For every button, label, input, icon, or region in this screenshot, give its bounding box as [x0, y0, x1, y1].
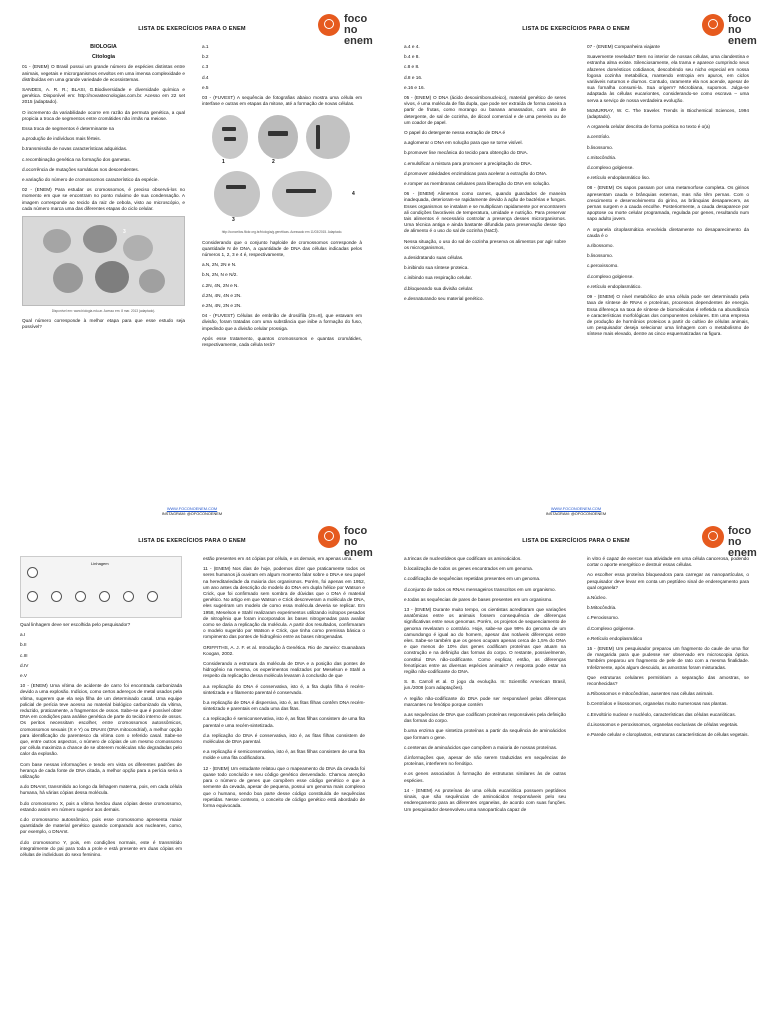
text-paragraph: a.aglomerar o DNA em solução para que se torne visível. — [404, 140, 523, 146]
answer-option: d.4 — [202, 74, 209, 80]
text-paragraph: Considerando que o conjunto haploide de cromossomos corresponde à quantidade N de DNA, a quantidade de DNA das células indicadas pelos números 1, 2, 3 e 4 é, respectivamente, — [202, 239, 362, 258]
text-paragraph: Considerando a estrutura da molécula de DNA e a posição das pontes de hidrogênio na mesma, os experimentos realizados por Meselson e Stahl a respeito da replicação dessa molécula levaram à conclusão de que — [203, 661, 365, 679]
text-paragraph: d.bloqueando sua divisão celular. — [404, 285, 474, 291]
page-header — [0, 520, 384, 560]
text-paragraph: d.Complexo golgiense. — [587, 625, 635, 631]
text-paragraph: O incremento da variabilidade ocorre em razão da permuta genética, a qual propicia a troca de segmentos entre cromátides não irmãs na meiose. — [22, 109, 185, 121]
answer-option: c.3 — [202, 64, 209, 70]
text-paragraph: c.a replicação é semiconservativa, isto é, as fitas filhas consistem de uma fita parental e uma recém-sintetizada. — [203, 716, 365, 728]
logo-mark-icon — [318, 14, 340, 36]
foco-no-enem-logo: foco no enem — [318, 12, 378, 44]
text-paragraph: b.do cromossomo X, pois a vítima herdou duas cópias desse cromossomo, estando assim em número superior aos demais. — [20, 800, 182, 812]
column-right — [587, 556, 749, 742]
page-4 — [384, 512, 768, 1024]
text-paragraph: a.desidratando suas células. — [404, 255, 464, 261]
text-paragraph: S. B. Carroll et al. O jogo da evolução. In: Scientific American Brasil, jun./2008 (com adaptações). — [404, 679, 566, 691]
text-paragraph: A região não-codificante do DNA pode ser responsável pelas diferenças marcantes no fenótipo porque contém — [404, 695, 566, 707]
site-link[interactable]: WWW.FOCONOENEM.COM — [550, 506, 602, 511]
column-left — [404, 44, 566, 306]
text-paragraph: e.2N, 4N, 2N e 2N. — [202, 303, 242, 309]
text-paragraph: b.II — [20, 642, 27, 648]
text-paragraph: a.centríolo. — [587, 134, 611, 140]
text-paragraph: 15 - (ENEM) Um pesquisador preparou um fragmento do caule de uma flor de margarida para que pudesse ser observado em microscopia óptica. Também preparou um fragmento de pele de rato com a mesma finalidade. Infelizmente, após algum descuido, as amostras foram misturadas. — [587, 646, 749, 670]
text-paragraph: d.a replicação do DNA é conservativa, isto é, as fitas filhas consistem de moléculas de DNA parental. — [203, 732, 365, 745]
text-paragraph: in vitro é capaz de exercer sua atividade em uma célula cancerosa, podendo cortar o aporte energético e destruir essas células. — [587, 556, 749, 568]
text-paragraph: 04 - (FUVEST) Células de embrião de drosófila (2n=8), que estavam em divisão, foram tratadas com uma substância que inibe a formação do fuso, impedindo que a divisão celular prossiga. — [202, 313, 362, 331]
text-paragraph: c.mitocôndria. — [587, 154, 617, 160]
header-title: LISTA DE EXERCÍCIOS PARA O ENEM — [522, 538, 630, 544]
text-paragraph: c.2N, 4N, 2N e N. — [202, 282, 239, 288]
text-paragraph: d.complexo golgiense. — [587, 165, 634, 171]
foco-no-enem-logo: foco no enem — [318, 524, 378, 556]
text-paragraph: 12 - (ENEM) Um estudante relatou que o mapeamento do DNA da cevada foi quase todo concluído e seu código genético desvendado. Chamou atenção para o número de genes que compõem esse código genético e que a semente da cevada, apesar de pequena, possui um genoma mais complexo que o humano, sendo boa parte desse código constituída de sequências repetidas. Nesse contexto, o conceito de código genético está abordado de forma equivocada. — [203, 765, 365, 808]
text-paragraph: 10 - (ENEM) Uma vítima de acidente de carro foi encontrada carbonizada devido a uma explosão. Indícios, como certos adereços de metal usados pela vítima, sugerem que ela seja filha de um determinado casal. Uma equipe policial de perícia teve acesso ao material biológico carbonizado da vítima, reduzido, praticamente, a fragmentos de ossos. Sabe-se que é possível obter DNA em condições para análise genética de parte do tecido interno de ossos. Os peritos necessitam escolher, entre cromossomos autossômicos, cromossomos sexuais (X e Y) ou DNAmt (DNA mitocondrial), a melhor opção para identificação do parentesco da vítima com o referido casal. Sabe-se que, entre outros aspectos, o número de cópias de um mesmo cromossomo por célula maximiza a chance de se obterem moléculas não degradadas pelo calor da explosão. — [20, 683, 182, 757]
text-paragraph: a.trincas de nucleotídeos que codificam os aminoácidos. — [404, 556, 522, 561]
image-caption: http://conceitos.flickr.org.br/biologia/g.genéticas. Acessado em 11/03/2015. Adaptado. — [221, 230, 343, 235]
text-paragraph: a.Ribossomos e mitocôndrias, ausentes nas células animais. — [587, 691, 714, 697]
text-paragraph: d.do cromossomo Y, pois, em condições normais, este é transmitido integralmente do pai para toda a prole e está presente em duas cópias em células de indivíduos do sexo feminino. — [20, 839, 182, 858]
logo-mark-icon — [318, 526, 340, 548]
text-paragraph: 08 - (ENEM) Os sapos passam por uma metamorfose completa. Os girinos apresentam cauda e brânquias externas, mas não têm pernas. Com o crescimento e desenvolvimento do girino, as brânquias desaparecem, as pernas surgem e a cauda encolhe. Posteriormente, a cauda desaparece por apoptose ou morte celular programada, regulada por genes, resultando num sapo adulto jovem. — [587, 185, 749, 222]
text-paragraph: c.Envoltório nuclear e nucléolo, características das células eucarióticas. — [587, 711, 737, 717]
page-header — [384, 8, 768, 48]
text-paragraph: Suavemente revelada? Bem no interior de nossas células, uma clandestina e estranha alma existe. Silenciosamente, ela trama e aparece cumprindo seus afazeres domésticos cotidianos, descobrindo seu nicho especial em nossa fogosa cozinha metabólica, mantendo entropia em apuros, em ciclos variáveis noturnos e diurnos. Contudo, raramente ela nos acende, apesar de sua fornalha consumi-la. Sua origem? Microbiana, supomos. Julga-se adaptada às células eucariontes, considerando-se como escrava – uma serva a serviço de nossa verdadeira evolução. — [587, 54, 749, 103]
column-right — [587, 44, 749, 342]
figure-label-2: 2 — [272, 159, 275, 166]
text-paragraph: c.8 e 8. — [404, 64, 420, 70]
text-paragraph: Após esse tratamento, quantos cromossomos e quantas cromátides, respectivamente, cada célula terá? — [202, 335, 362, 348]
text-paragraph: e.os genes associados à formação de estruturas similares às de outras espécies. — [404, 771, 566, 783]
text-paragraph: 07 - (ENEM) Companheira viajante — [587, 44, 660, 49]
cell-lineage-diagram: Linhagem — [20, 556, 182, 618]
text-paragraph: e.todas as sequências de pares de bases presentes em um organismo. — [404, 596, 553, 602]
text-paragraph: d.promover atividades enzimáticas para acelerar a extração do DNA. — [404, 170, 548, 176]
text-paragraph: b.4 e 8. — [404, 54, 420, 60]
text-paragraph: 01 - (ENEM) O Brasil possui um grande número de espécies distintas entre animais, vegetais e microrganismos envoltos em uma imensa complexidade e distribuídas em uma grande variedade de ecossistemas. — [22, 64, 185, 82]
text-paragraph: a.ribossomo. — [587, 243, 614, 249]
text-paragraph: d.informações que, apesar de não serem traduzidas em sequências de proteínas, interferem no fenótipo. — [404, 755, 566, 767]
text-paragraph: a.do DNAmt, transmitido ao longo da linhagem materna, pois, em cada célula humana, há várias cópias dessa molécula. — [20, 784, 182, 796]
text-paragraph: estão presentes em 44 cópias por célula, e os demais, em apenas uma. — [203, 556, 353, 561]
text-paragraph: c.III — [20, 652, 28, 658]
text-paragraph: b.inibindo sua síntese proteica. — [404, 265, 469, 271]
answer-option: e.5 — [202, 84, 209, 90]
text-paragraph: a.4 e 4. — [404, 44, 420, 49]
text-paragraph: Essa troca de segmentos é determinante na — [22, 126, 114, 132]
text-paragraph: 13 - (ENEM) Durante muito tempo, os cientistas acreditaram que variações anatômicas entre os animais fossem consequência de diferenças significativas entre seus genomas. Porém, os projetos de sequenciamento de genoma revelaram o contrário. Hoje, sabe-se que 99% do genoma de um camundongo é igual ao do homem, apesar das notáveis diferenças entre eles. Sabe-se também que os genes ocupam apenas cerca de 1,5% do DNA e que menos de 10% dos genes codificam proteínas que atuam na construção e na definição das formas do corpo. O restante, possivelmente, constitui DNA não-codificante. Como explicar, então, as diferenças fenotípicas entre as diversas espécies animais? A resposta pode estar na região não-codificante do DNA. — [404, 607, 566, 675]
text-paragraph: a.produção de indivíduos mais férteis. — [22, 136, 101, 142]
text-paragraph: b.a replicação de DNA é dispersiva, isto é, as fitas filhas contêm DNA recém-sintetizado e parentais em cada uma das fitas. — [203, 700, 365, 712]
text-paragraph: a.N, 2N, 2N e N. — [202, 262, 237, 268]
text-paragraph: e.retículo endoplasmático. — [587, 283, 642, 289]
text-paragraph: GRIFFITHS, A. J. F. et al. Introdução à Genética. Rio de Janeiro: Guanabara Koogan, 2002. — [203, 644, 365, 656]
text-paragraph: 11 - (ENEM) Nos dias de hoje, podemos dizer que praticamente todos os seres humanos já ouviram em algum momento falar sobre o DNA e seu papel na hereditariedade da maioria dos organismos. Porém, foi apenas em 1952, um ano antes da descrição do modelo do DNA em dupla hélice por Watson e Crick, que foi confirmado sem sombra de dúvidas que o DNA é material genético. No artigo em que Watson e Crick descreveram a molécula de DNA, eles sugeriram um modelo de como essa molécula deveria se replicar. Em 1958, Meselson e Stahl realizaram experimentos utilizando isótopos pesados de nitrogênio que foram incorporados às bases nitrogenadas para avaliar como se daria a replicação da molécula. A partir dos resultados, confirmaram o modelo sugerido por Watson e Crick, que tinha como premissa básica o rompimento das pontes de hidrogênio entre as bases nitrogenadas. — [203, 566, 365, 640]
logo-mark-icon — [702, 526, 724, 548]
text-paragraph: b.Centríolos e lisossomos, organelas muito numerosas nas plantas. — [587, 701, 728, 707]
header-title: LISTA DE EXERCÍCIOS PARA O ENEM — [138, 26, 246, 32]
figure-label-4: 4 — [352, 191, 355, 198]
foco-no-enem-logo: foco no enem — [702, 12, 762, 44]
logo-mark-icon — [702, 14, 724, 36]
text-paragraph: c.peroxissomo. — [587, 263, 619, 269]
text-paragraph: Ao escolher essa proteína bloqueadora para carregar as nanopartículas, o pesquisador deve levar em conta um peptídeo sinal de endereçamento para qual organela? — [587, 572, 749, 590]
answer-option: b.2 — [202, 54, 209, 60]
onion-root-micrograph: 3 — [22, 216, 185, 306]
text-paragraph: d.2N, 4N, 4N e 2N. — [202, 292, 242, 298]
text-paragraph: SANDES, A. R. R.; BLASI, G.Biodiversidade e diversidade química e genética. Disponível em: http://novastecnologias.com.br. Acesso em 22 set 2015 (adaptado). — [22, 87, 185, 105]
text-paragraph: e.16 e 16. — [404, 84, 425, 90]
page-3 — [0, 512, 384, 1024]
page-1 — [0, 0, 384, 516]
text-paragraph: b.N, 2N, N e N/2. — [202, 272, 238, 278]
column-left — [404, 556, 566, 817]
page-header — [384, 520, 768, 560]
page-2 — [384, 0, 768, 516]
text-paragraph: a.Núcleo. — [587, 595, 607, 601]
text-paragraph: c.inibindo sua respiração celular. — [404, 275, 473, 281]
text-paragraph: e.retículo endoplasmático liso. — [587, 175, 651, 181]
text-paragraph: e.romper as membranas celulares para liberação do DNA em solução. — [404, 181, 551, 187]
image-caption: Disponível em: www.biologia.edu.ar. Acesso em: 8 mar. 2013 (adaptado). — [51, 309, 156, 314]
text-paragraph: b.localização de todos os genes encontrados em um genoma. — [404, 566, 533, 572]
text-paragraph: c.Peroxissomo. — [587, 615, 620, 621]
text-paragraph: a.as sequências de DNA que codificam proteínas responsáveis pela definição das formas do corpo. — [404, 712, 566, 724]
text-paragraph: e.Retículo endoplasmático — [587, 635, 643, 641]
text-paragraph: e.V — [20, 673, 28, 679]
text-paragraph: 14 - (ENEM) As proteínas de uma célula eucariótica possuem peptídeos sinais, que são sequências de aminoácidos responsáveis pelo seu endereçamento para as diferentes organelas, de acordo com suas funções. Um pesquisador desenvolveu uma nanopartícula capaz de — [404, 787, 566, 812]
text-paragraph: e.desnaturando seu material genético. — [404, 295, 484, 301]
text-paragraph: c.emulsificar a mistura para promover a precipitação do DNA. — [404, 160, 532, 166]
text-paragraph: e.a replicação é semiconservativa, isto é, as fitas filhas consistem de uma fita molde e uma fita codificadora. — [203, 749, 365, 761]
site-link[interactable]: WWW.FOCONOENEM.COM — [166, 506, 218, 511]
question-02-prompt: Qual número corresponde à melhor etapa para que esse estudo seja possível? — [22, 318, 185, 330]
text-paragraph: a.a replicação do DNA é conservativa, isto é, a fita dupla filha é recém-sintetizada e o filamento parental é conservado. — [203, 683, 365, 695]
text-paragraph: b.lisossomo. — [587, 144, 614, 150]
text-paragraph: d.ocorrência de mutações somáticas nos descendentes. — [22, 166, 139, 172]
answer-option: a.1 — [202, 44, 209, 49]
text-paragraph: b.transmissão de novas características adquiridas. — [22, 146, 128, 152]
text-paragraph: b.uma enzima que sintetiza proteínas a partir da sequência de aminoácidos que formam o gene. — [404, 728, 566, 740]
text-paragraph: b.lisossomo. — [587, 253, 614, 259]
text-paragraph: Qual linhagem deve ser escolhida pelo pesquisador? — [20, 622, 131, 627]
text-paragraph: 05 - (ENEM) O DNA (ácido desoxirribonucleico), material genético de seres vivos, é uma molécula de fita dupla, que pode ser extraída de forma caseira a partir de frutas, como morango ou banana amassados, com uso de detergente, de sal de cozinha, de álcool comercial e de uma peneira ou de um coador de papel. — [404, 95, 566, 125]
text-paragraph: Nessa situação, o uso do sal de cozinha preserva os alimentos por agir sobre os microrganismos, — [404, 238, 566, 250]
mitosis-photo-sequence — [202, 111, 362, 227]
text-paragraph: d.8 e 16. — [404, 74, 423, 80]
text-paragraph: b.Mitocôndria. — [587, 605, 617, 611]
text-paragraph: McMURRAY, W. C. The traveler. Trends in Biochemical Sciences, 1994 (adaptado). — [587, 107, 749, 120]
text-paragraph: c.centenas de aminoácidos que compõem a maioria de nossas proteínas. — [404, 744, 558, 750]
column-right — [202, 44, 362, 352]
text-paragraph: O papel do detergente nessa extração de DNA é — [404, 130, 506, 136]
header-title: LISTA DE EXERCÍCIOS PARA O ENEM — [138, 538, 246, 544]
text-paragraph: c.recombinação genética na formação dos gametas. — [22, 156, 131, 162]
text-paragraph: d.conjunto de todos os RNAs mensageiros transcritos em um organismo. — [404, 586, 556, 592]
foco-no-enem-logo: foco no enem — [702, 524, 762, 556]
text-paragraph: d.complexo golgiense. — [587, 273, 634, 279]
header-title: LISTA DE EXERCÍCIOS PARA O ENEM — [522, 26, 630, 32]
text-paragraph: 03 - (FUVEST) A sequência de fotografias abaixo mostra uma célula em interfase e outras em etapas da mitose, até a formação de novas células. — [202, 95, 362, 107]
figure-label-3: 3 — [232, 217, 235, 224]
text-paragraph: 09 - (ENEM) O nível metabólico de uma célula pode ser determinado pela taxa de síntese de RNAs e proteínas, processos dependentes de energia. Essa diferença na taxa de síntese de biomoléculas é refletida na abundância e características morfológicas dos componentes celulares. Em uma empresa de produção de hormônios proteicos a partir do cultivo de células animais, um pesquisador deseja selecionar uma linhagem com o metabolismo de síntese mais elevado, dentre as cinco esquematizadas na figura. — [587, 294, 749, 337]
text-paragraph: d.Lisossomos e peroxissomos, organelas exclusivas de células vegetais. — [587, 721, 739, 727]
text-paragraph: 02 - (ENEM) Para estudar os cromossomos, é preciso observá-los no momento em que se encontram no ponto máximo de sua condensação. A imagem corresponde ao tecido da raiz de cebola, visto ao microscópio, e cada número marca uma das diferentes etapas do ciclo celular. — [22, 187, 185, 211]
text-paragraph: c.do cromossomo autossômico, pois esse cromossomo apresenta maior quantidade de material genético quando comparado aos nucleares, como, por exemplo, o DNAmt. — [20, 817, 182, 835]
text-paragraph: b.promover lise mecânica do tecido para obtenção do DNA. — [404, 150, 529, 156]
text-paragraph: a.I — [20, 632, 26, 638]
text-paragraph: A organela celular descrita de forma poética no texto é o(a) — [587, 124, 710, 130]
text-paragraph: A organela citoplasmática envolvida diretamente no desaparecimento da cauda é o — [587, 226, 749, 238]
text-paragraph: d.IV — [20, 662, 29, 668]
column-right — [203, 556, 365, 813]
instagram-handle: INSTAGRAM: @OFOCONOENEM — [161, 511, 223, 516]
text-paragraph: c.codificação de sequências repetidas presentes em um genoma. — [404, 576, 541, 582]
column-left — [22, 44, 185, 335]
text-paragraph: e.Parede celular e cloroplastos, estruturas características de células vegetais. — [587, 732, 749, 738]
text-paragraph: e.variação do número de cromossomos característico da espécie. — [22, 177, 159, 183]
text-paragraph: 06 - (ENEM) Alimentos como carnes, quando guardados de maneira inadequada, deterioram-se rapidamente devido à ação de bactérias e fungos. Esses organismos se instalam e se multiplicam rapidamente por encontrarem ali condições favoráveis de temperatura, umidade e nutrição. Para preservar tais alimentos é necessário controlar a presença desses microrganismos. Uma técnica antiga e ainda bastante difundida para preservação desse tipo de alimento é o uso do sal de cozinha (NaCl). — [404, 191, 566, 234]
figure-label-1: 1 — [222, 159, 225, 166]
topic-title: Citologia — [91, 54, 116, 61]
text-paragraph: Com base nessas informações e tendo em vista os diferentes padrões de herança de cada fonte de DNA citada, a melhor opção para a perícia seria a utilização — [20, 761, 182, 780]
text-paragraph: Que estruturas celulares permitiriam a separação das amostras, se reconhecidas? — [587, 674, 749, 687]
page-header — [0, 8, 384, 48]
instagram-handle: INSTAGRAM: @OFOCONOENEM — [545, 511, 607, 516]
column-left — [20, 556, 182, 862]
subject-title: BIOLOGIA — [90, 44, 117, 50]
